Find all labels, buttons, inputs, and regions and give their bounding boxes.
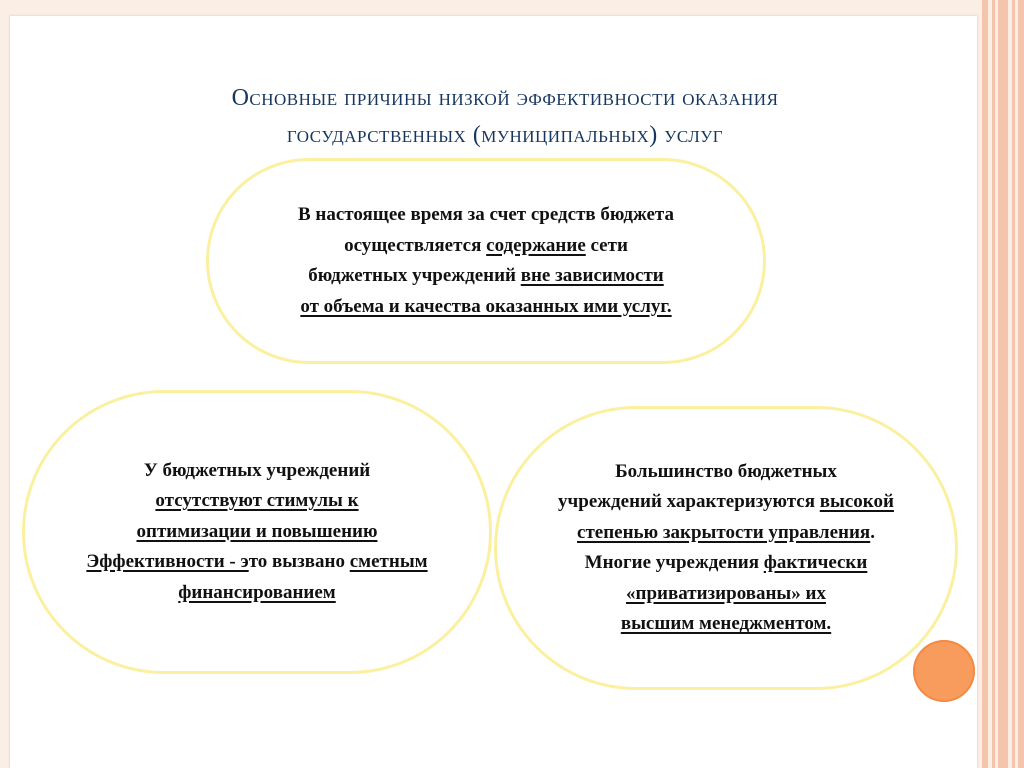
text-line [558,548,894,579]
text-line [86,517,427,548]
top-oval [206,158,766,364]
decorative-stripe [992,0,995,768]
text-line: Большинство бюджетных [615,460,837,482]
top-oval-text [298,200,674,322]
decorative-orange-circle [913,640,975,702]
text-line: В настоящее время за счет средств бюджета [297,204,674,225]
underlined-text: сметным [349,551,428,573]
underlined-text: оптимизации и повышению [136,520,378,542]
title-line: государственных (муниципальных) услуг [286,122,724,148]
text-fragment: осуществляется [344,234,487,256]
underlined-text: фактически [763,552,868,573]
underlined-text: степенью закрытости управления [577,521,871,543]
left-oval [22,390,492,674]
title-line: Основные причины низкой эффективности оказания [231,85,779,111]
text-line [298,261,674,292]
text-line [86,547,427,578]
underlined-text: высокой [819,491,894,512]
underlined-text: вне зависимости [520,265,664,286]
underlined-text: «приватизированы» их [626,582,826,604]
text-line [558,487,894,518]
decorative-stripe [1018,0,1024,768]
text-line [558,518,894,549]
decorative-stripe [982,0,988,768]
text-line [298,231,674,262]
text-line [558,609,894,640]
text-fragment: сети [585,234,628,256]
text-fragment: то вызвано [248,551,350,573]
underlined-text: Эффективности - э [86,551,249,573]
right-oval [494,406,958,690]
underlined-text: финансированием [178,581,336,603]
slide-title [60,80,950,154]
text-line [86,486,427,517]
text-fragment: учреждений характеризуются [558,491,820,512]
left-oval-text [86,456,427,609]
text-line [558,579,894,610]
decorative-stripe [1012,0,1015,768]
text-line: У бюджетных учреждений [143,459,371,481]
text-fragment: Многие учреждения [584,552,764,573]
underlined-text: от объема и качества оказанных ими услуг. [300,295,672,317]
underlined-text: высшим менеджментом. [620,613,832,634]
underlined-text: содержание [486,234,586,256]
text-fragment: бюджетных учреждений [308,265,521,286]
text-line [298,292,674,323]
right-oval-text [558,457,894,640]
text-line [86,578,427,609]
decorative-stripe [998,0,1008,768]
underlined-text: отсутствуют стимулы к [155,490,359,512]
text-fragment: . [870,521,875,543]
